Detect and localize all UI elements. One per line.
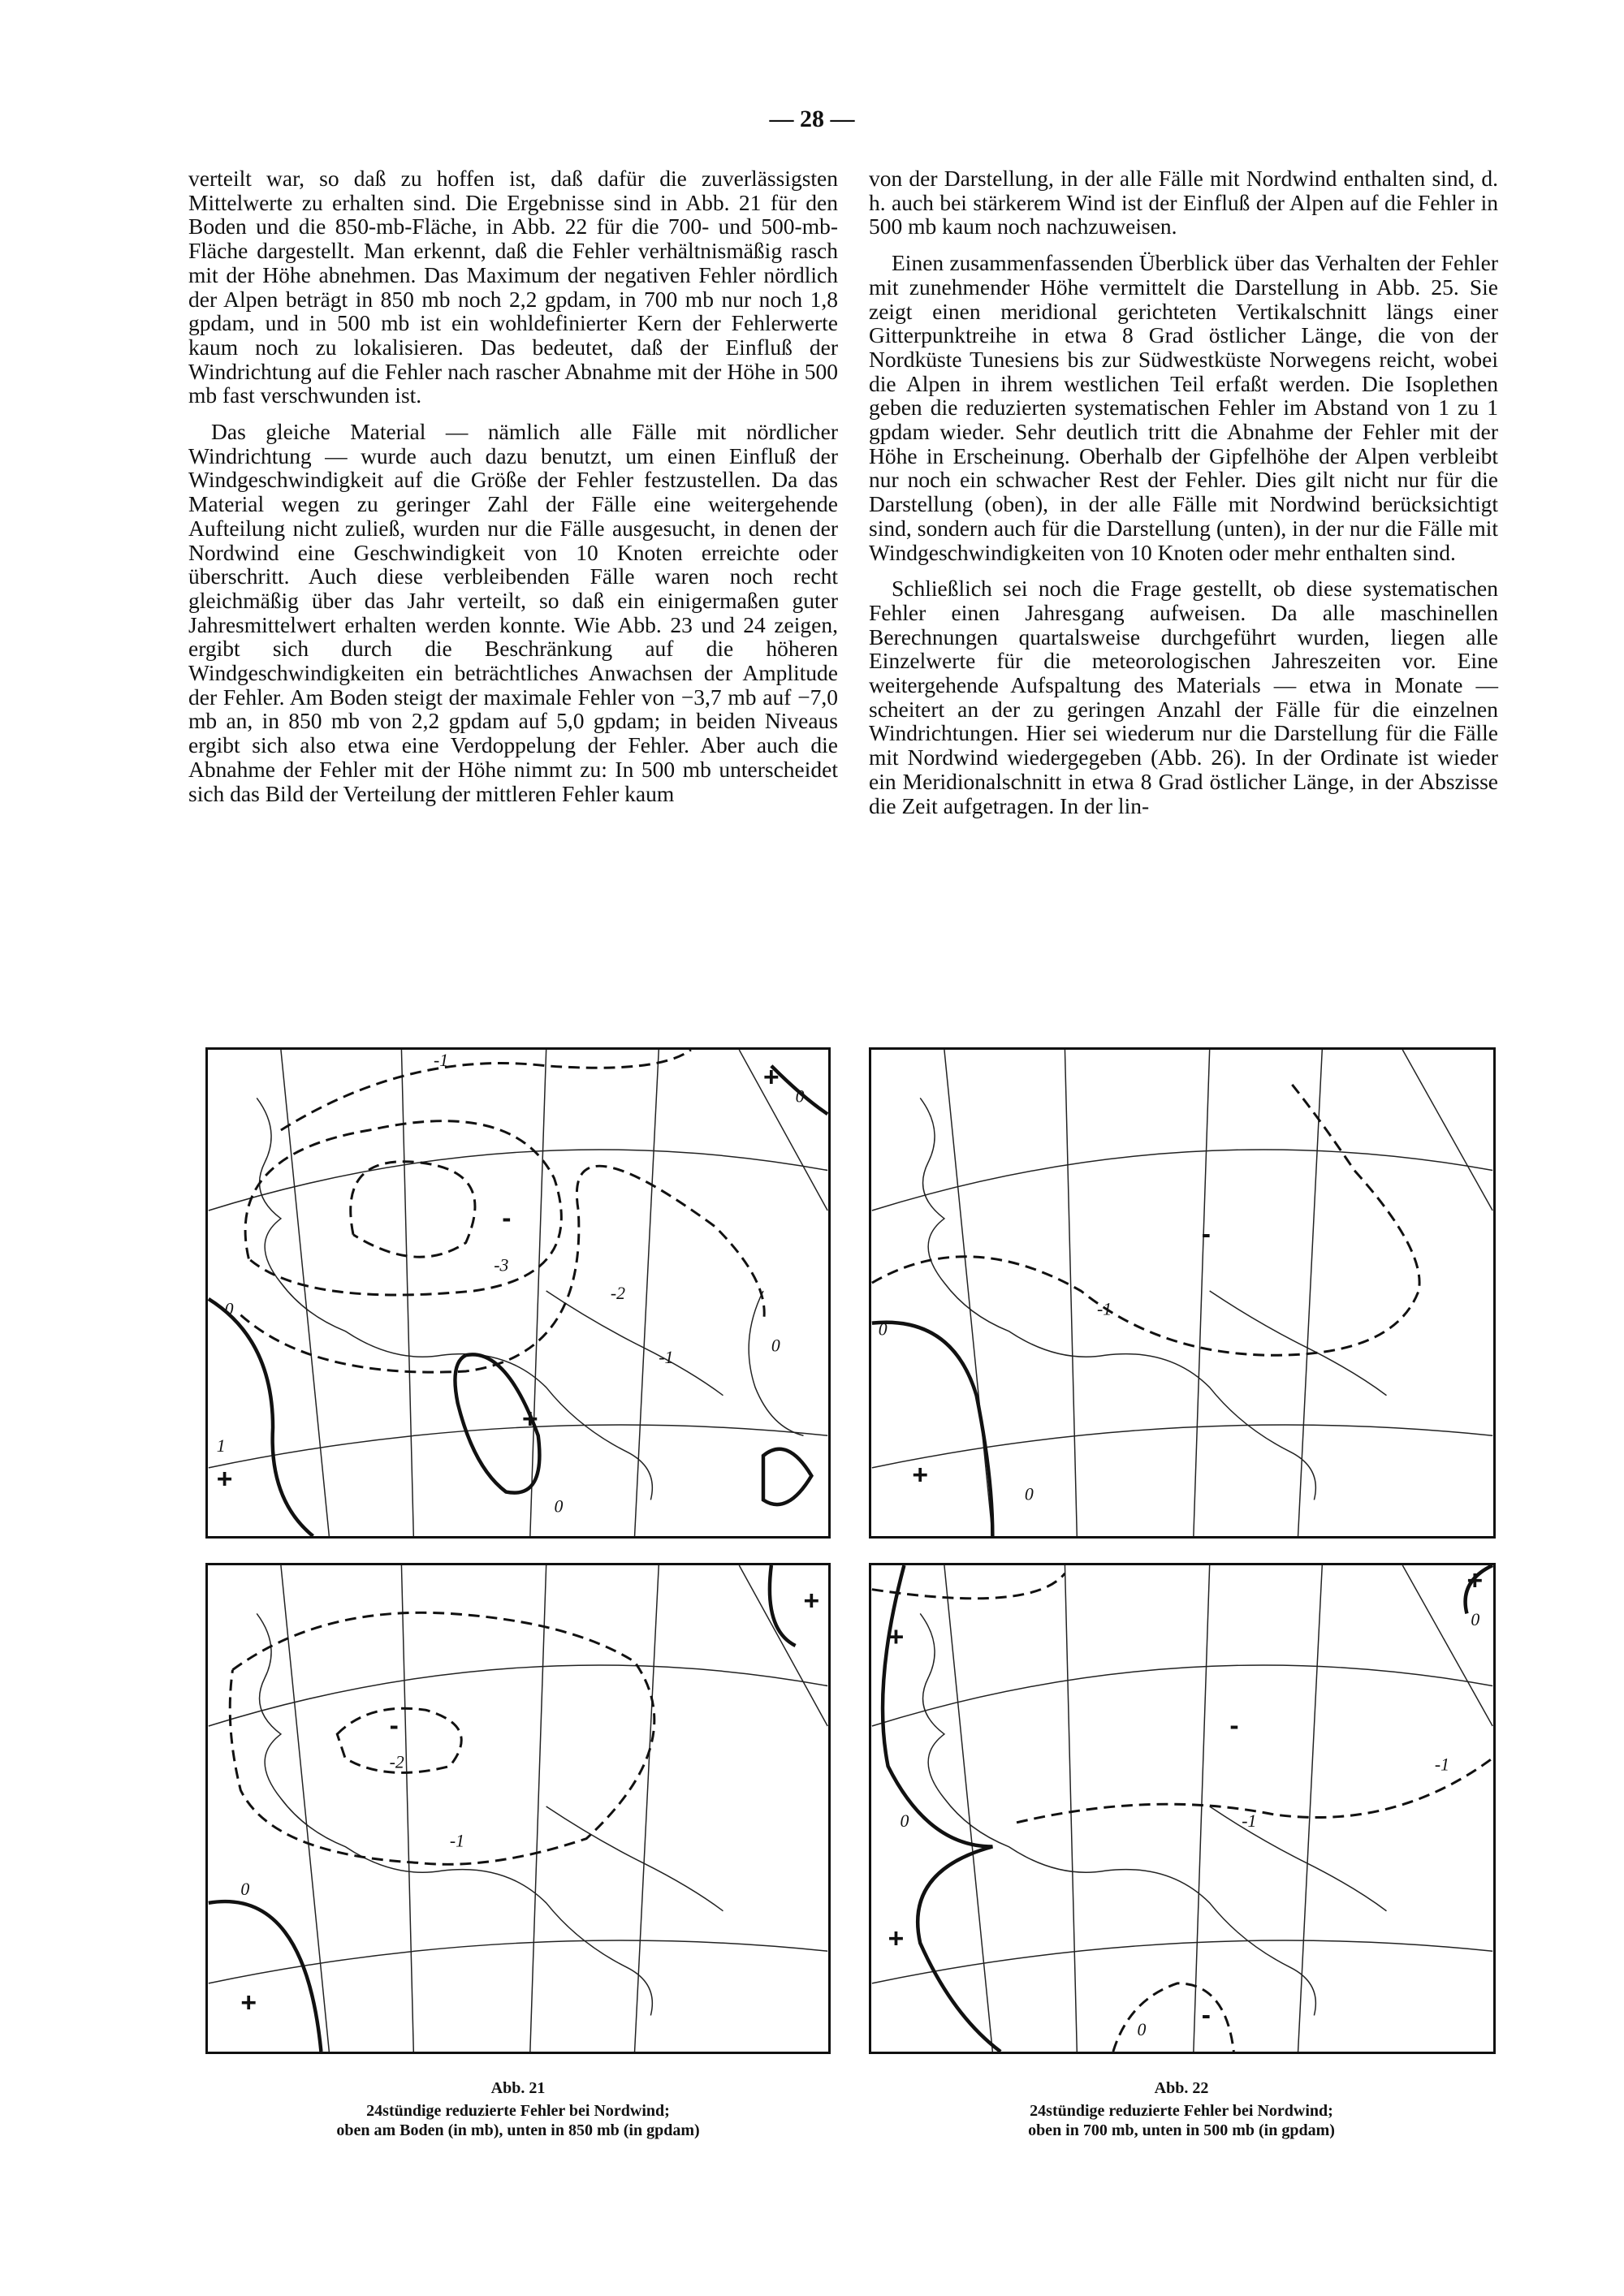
sign-label: + [888, 1923, 905, 1954]
caption-line: 24stündige reduzierte Fehler bei Nordwind; [1030, 2102, 1333, 2120]
sign-label: - [502, 1202, 512, 1233]
caption-title: Abb. 22 [1154, 2079, 1209, 2097]
contour-label: -1 [1097, 1299, 1112, 1319]
right-column [869, 166, 1498, 830]
map-fig22-500mb [869, 1563, 1496, 2054]
map-fig21-850mb [205, 1563, 831, 2054]
left-column [188, 166, 838, 818]
contour-label: 0 [771, 1336, 780, 1356]
caption-fig21 [234, 2078, 802, 2140]
contour-label: 0 [900, 1810, 909, 1831]
sign-label: + [803, 1586, 820, 1616]
contour-label: 0 [1471, 1610, 1480, 1630]
sign-label: - [1201, 1219, 1211, 1249]
contour-label: 0 [1024, 1484, 1034, 1504]
sign-label: + [521, 1404, 538, 1435]
sign-label: - [1229, 1710, 1239, 1741]
sign-label: + [1466, 1565, 1484, 1596]
contour-label: -1 [1434, 1754, 1450, 1775]
paragraph: von der Darstellung, in der alle Fälle mit Nordwind enthalten sind, d. h. auch bei stärkerem Wind ist der Einfluß der Alpen auf die Fehler in 500 mb kaum noch nachzuweisen. [869, 166, 1498, 240]
caption-line: oben in 700 mb, unten in 500 mb (in gpdam) [1028, 2121, 1335, 2139]
paragraph: Das gleiche Material — nämlich alle Fälle mit nördlicher Windrichtung — wurde auch dazu benutzt, um einen Einfluß der Windgeschwindigkeit auf die Größe der Fehler festzustellen. Da das Material wegen zu geringer Zahl der Fälle eine weitergehende Aufteilung nicht zuließ, wurden nur die Fälle ausgesucht, in denen der Nordwind eine Geschwindigkeit von 10 Knoten erreichte oder überschritt. Auch diese verbleibenden Fälle waren noch recht gleichmäßig über das Jahr verteilt, so daß ein einigermaßen guter Jahresmittelwert erhalten werden konnte. Wie Abb. 23 und 24 zeigen, ergibt sich durch die Beschränkung auf die höheren Windgeschwindigkeiten ein beträchtliches Anwachsen der Amplitude der Fehler. Am Boden steigt der maximale Fehler von −3,7 mb auf −7,0 mb an, in 850 mb von 2,2 gpdam auf 5,0 gpdam; in beiden Niveaus ergibt sich also etwa eine Verdoppelung der Fehler. Aber auch die Abnahme der Fehler mit der Höhe nimmt zu: In 500 mb unterscheidet sich das Bild der Verteilung der mittleren Fehler kaum [188, 419, 838, 806]
map-fig21-surface [205, 1047, 831, 1539]
contour-label: 0 [795, 1086, 805, 1107]
caption-fig22 [897, 2078, 1466, 2140]
paragraph: Einen zusammenfassenden Überblick über das Verhalten der Fehler mit zunehmender Höhe vermittelt die Darstellung in Abb. 25. Sie zeigt einen meridional gerichteten Vertikalschnitt längs einer Gitterpunktreihe in etwa 8 Grad östlicher Länge, die von der Nordküste Tunesiens bis zur Südwestküste Norwegens reicht, wobei die Alpen in ihrem westlichen Teil erfaßt werden. Die Isoplethen geben die reduzierten systematischen Fehler im Abstand von 1 zu 1 gpdam wieder. Sehr deutlich tritt die Abnahme der Fehler mit der Höhe in Erscheinung. Oberhalb der Gipfelhöhe der Alpen verbleibt nur noch ein schwacher Rest der Fehler. Dies gilt nicht nur für die Darstellung (oben), in der alle Fälle mit Nordwind berücksichtigt sind, sondern auch für die Darstellung (unten), in der nur die Fälle mit Windgeschwindigkeiten von 10 Knoten oder mehr enthalten sind. [869, 250, 1498, 565]
contour-label: -1 [434, 1050, 449, 1070]
paragraph: Schließlich sei noch die Frage gestellt, ob diese systematischen Fehler einen Jahresgang aufweisen. Da alle maschinellen Berechnungen quartalsweise durchgeführt wurden, liegen alle Einzelwerte für die meteorologischen Jahreszeiten vor. Eine weitergehende Aufspaltung des Materials — etwa in Monate — scheitert an der zu geringen Anzahl der Fälle für die einzelnen Windrichtungen. Hier sei wiederum nur die Darstellung für die Fälle mit Nordwind wiedergegeben (Abb. 26). In der Ordinate ist wieder ein Meridionalschnitt in etwa 8 Grad östlicher Länge, in der Abszisse die Zeit aufgetragen. In der lin- [869, 576, 1498, 818]
sign-label: + [216, 1464, 233, 1495]
sign-label: - [1201, 2000, 1211, 2031]
sign-label: + [888, 1622, 905, 1653]
contour-label: 0 [1137, 2020, 1147, 2040]
caption-title: Abb. 21 [490, 2079, 546, 2097]
contour-label: -2 [389, 1752, 404, 1772]
contour-label: -3 [494, 1255, 509, 1275]
sign-label: + [240, 1987, 257, 2018]
contour-label: -1 [659, 1348, 674, 1368]
caption-line: oben am Boden (in mb), unten in 850 mb (in gpdam) [336, 2121, 700, 2139]
contour-label: 0 [554, 1496, 564, 1517]
contour-label: -1 [1242, 1810, 1257, 1831]
contour-label: -1 [449, 1831, 464, 1851]
contour-label: 0 [240, 1879, 250, 1899]
sign-label: - [389, 1710, 399, 1741]
contour-label: 1 [216, 1436, 226, 1457]
sign-label: + [762, 1062, 780, 1093]
contour-label: -2 [610, 1283, 626, 1303]
contour-label: 0 [224, 1299, 234, 1319]
contour-label: 0 [878, 1319, 888, 1340]
paragraph: verteilt war, so daß zu hoffen ist, daß dafür die zuverlässigsten Mittelwerte zu erhalten sind. Die Ergebnisse sind in Abb. 21 für den Boden und die 850-mb-Fläche, in Abb. 22 für die 700- und 500-mb-Fläche dargestellt. Man erkennt, daß die Fehler verhältnismäßig rasch mit der Höhe abnehmen. Das Maximum der negativen Fehler nördlich der Alpen beträgt in 850 mb noch 2,2 gpdam, in 700 mb nur noch 1,8 gpdam, und in 500 mb ist ein wohldefinierter Kern der Fehlerwerte kaum noch zu lokalisieren. Das bedeutet, daß der Einfluß der Windrichtung auf die Fehler nach rascher Abnahme mit der Höhe in 500 mb fast verschwunden ist. [188, 166, 838, 408]
map-fig22-700mb [869, 1047, 1496, 1539]
sign-label: + [912, 1460, 928, 1491]
page-number: — 28 — [769, 106, 855, 132]
caption-line: 24stündige reduzierte Fehler bei Nordwind; [366, 2102, 670, 2120]
